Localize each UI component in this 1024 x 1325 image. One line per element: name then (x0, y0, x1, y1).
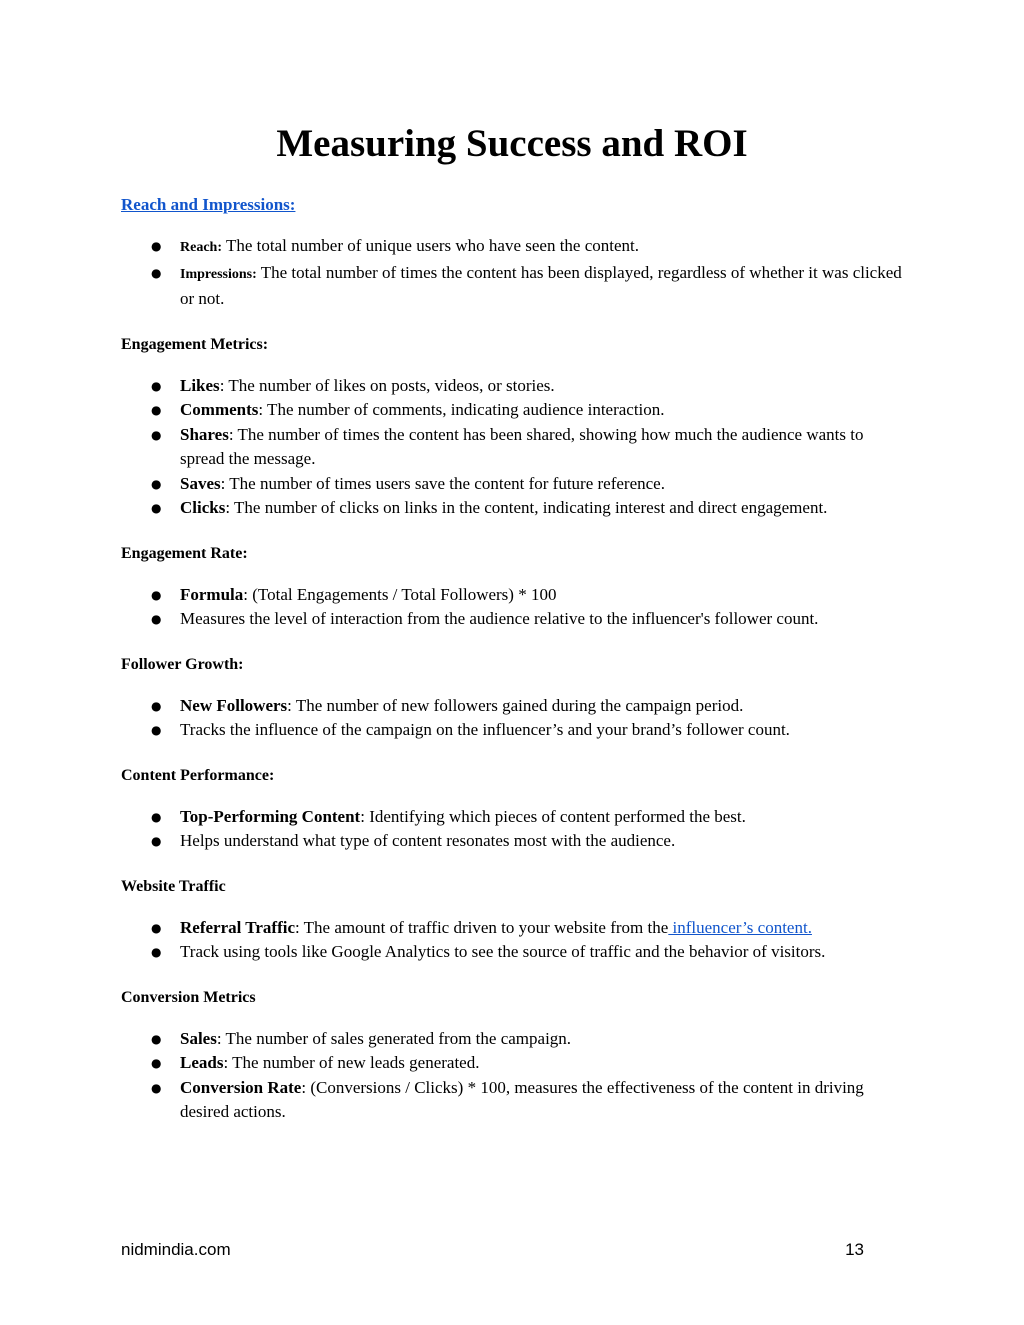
influencer-content-link[interactable]: influencer’s content. (668, 917, 812, 937)
list-item (121, 718, 911, 743)
bullet-list (121, 374, 911, 521)
bullet-icon: ● (151, 945, 162, 959)
list-item (121, 374, 911, 399)
footer-page-number: 13 (845, 1240, 864, 1259)
list-item (121, 1051, 911, 1076)
item-text: : The number of sales generated from the campaign. (216, 1028, 572, 1048)
bullet-icon: ● (151, 834, 162, 848)
bullet-icon: ● (151, 378, 162, 393)
bullet-list (121, 1027, 911, 1125)
bullet-icon: ● (151, 403, 162, 417)
list-item (121, 496, 911, 521)
list-item (121, 583, 911, 608)
item-term: Formula (180, 584, 244, 604)
item-term: Shares (180, 424, 229, 444)
item-term: Clicks (180, 498, 226, 517)
item-term: Sales (180, 1028, 217, 1048)
item-term: Conversion Rate (180, 1077, 302, 1097)
bullet-icon: ● (151, 723, 162, 737)
item-term: Leads (180, 1053, 224, 1072)
section-heading-link[interactable]: Reach and Impressions: (121, 195, 296, 214)
bullet-icon: ● (151, 427, 162, 442)
item-text: Tracks the influence of the campaign on the influencer’s and your brand’s follower count. (180, 720, 790, 739)
item-text: : (Total Engagements / Total Followers) * 100 (243, 584, 557, 604)
list-item (121, 261, 911, 312)
item-text: : The number of times the content has been shared, showing how much the audience wants to spread the message. (180, 424, 864, 468)
list-item (121, 940, 911, 965)
bullet-icon: ● (151, 239, 162, 253)
section-conversion-metrics (121, 983, 911, 1125)
section-heading: Engagement Rate: (121, 544, 248, 562)
item-term: Top-Performing Content (180, 806, 361, 826)
section-engagement-metrics (121, 330, 911, 521)
item-text: : The number of comments, indicating audience interaction. (258, 400, 665, 419)
section-website-traffic (121, 872, 911, 965)
bullet-list (121, 805, 911, 854)
item-text: : The number of new followers gained during the campaign period. (287, 695, 744, 715)
section-heading: Conversion Metrics (121, 988, 256, 1006)
section-engagement-rate (121, 539, 911, 632)
bullet-icon: ● (151, 1031, 162, 1046)
item-text: : The number of clicks on links in the content, indicating interest and direct engagement. (225, 498, 828, 517)
bullet-icon: ● (151, 476, 162, 491)
document-body (121, 190, 911, 1125)
bullet-icon: ● (151, 698, 162, 713)
item-text: The total number of times the content has been displayed, regardless of whether it was clicked or not. (180, 262, 902, 308)
item-text: The total number of unique users who have seen the content. (222, 236, 640, 255)
bullet-list (121, 583, 911, 632)
item-text: : The amount of traffic driven to your website from the (295, 917, 669, 937)
section-heading: Engagement Metrics: (121, 335, 269, 353)
list-item (121, 607, 911, 632)
bullet-icon: ● (151, 1080, 162, 1095)
bullet-list (121, 694, 911, 743)
item-text: : The number of times users save the content for future reference. (220, 473, 665, 493)
item-term: Impressions: (180, 266, 257, 282)
item-text: : (Conversions / Clicks) * 100, measures the effectiveness of the content in driving desired actions. (180, 1077, 864, 1121)
section-reach-impressions (121, 190, 911, 312)
item-text: : The number of likes on posts, videos, or stories. (219, 375, 555, 395)
list-item (121, 398, 911, 423)
bullet-icon: ● (151, 265, 162, 280)
list-item (121, 472, 911, 497)
item-text: : Identifying which pieces of content performed the best. (360, 806, 746, 826)
item-term: Comments (180, 400, 259, 419)
bullet-list (121, 234, 911, 312)
footer-site: nidmindia.com (121, 1240, 231, 1259)
item-text: Helps understand what type of content resonates most with the audience. (180, 831, 676, 850)
item-term: Saves (180, 473, 221, 493)
bullet-list (121, 916, 911, 965)
section-heading: Website Traffic (121, 877, 226, 895)
bullet-icon: ● (151, 920, 162, 935)
list-item (121, 916, 911, 941)
list-item (121, 829, 911, 854)
list-item (121, 423, 911, 472)
page-title: Measuring Success and ROI (276, 122, 748, 165)
section-heading: Content Performance: (121, 766, 275, 784)
bullet-icon: ● (151, 501, 162, 515)
list-item (121, 1027, 911, 1052)
bullet-icon: ● (151, 809, 162, 824)
item-term: Reach: (180, 240, 222, 255)
section-content-performance (121, 761, 911, 854)
bullet-icon: ● (151, 612, 162, 626)
item-term: Likes (180, 375, 220, 395)
item-text: : The number of new leads generated. (223, 1053, 480, 1072)
item-term: Referral Traffic (180, 917, 295, 937)
list-item (121, 694, 911, 719)
list-item (121, 234, 911, 261)
item-text: Track using tools like Google Analytics to see the source of traffic and the behavior of visitors. (180, 942, 826, 961)
section-heading: Follower Growth: (121, 655, 244, 673)
bullet-icon: ● (151, 587, 162, 602)
list-item (121, 1076, 911, 1125)
item-term: New Followers (180, 695, 288, 715)
section-follower-growth (121, 650, 911, 743)
item-text: Measures the level of interaction from the audience relative to the influencer's follower count. (180, 609, 819, 628)
list-item (121, 805, 911, 830)
bullet-icon: ● (151, 1056, 162, 1070)
